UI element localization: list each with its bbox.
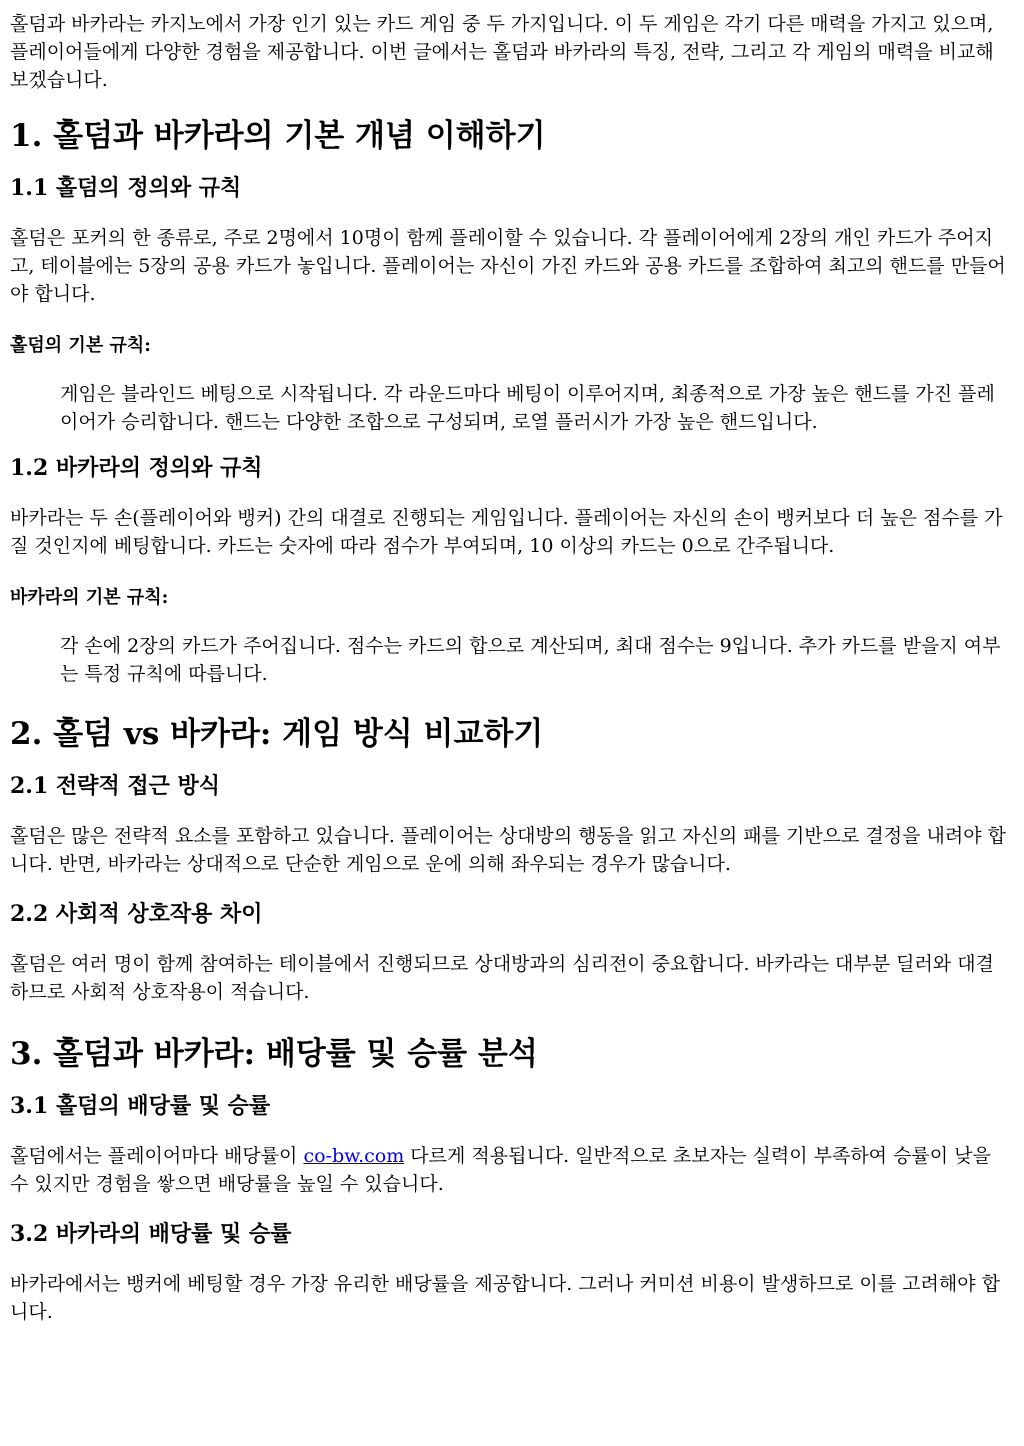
baccarat-rules-heading: 바카라의 기본 규칙:: [10, 587, 169, 608]
section-1-2-body: 바카라는 두 손(플레이어와 뱅커) 간의 대결로 진행되는 게임입니다. 플레이어는 자신의 손이 뱅커보다 더 높은 점수를 가질 것인지에 베팅합니다. 카드는 숫자에 따라 점수가 부여되며, 10 이상의 카드는 0으로 간주됩니다.: [10, 507, 1003, 557]
section-3-2-heading: 3.2 바카라의 배당률 및 승률: [10, 1221, 292, 1247]
section-1-heading: 1. 홀덤과 바카라의 기본 개념 이해하기: [10, 118, 546, 154]
section-2-2-heading: 2.2 사회적 상호작용 차이: [10, 901, 263, 927]
holdem-rules-body: 게임은 블라인드 베팅으로 시작됩니다. 각 라운드마다 베팅이 이루어지며, 최종적으로 가장 높은 핸드를 가진 플레이어가 승리합니다. 핸드는 다양한 조합으로 구성되며, 로열 플러시가 가장 높은 핸드입니다.: [60, 383, 995, 433]
section-2-heading: 2. 홀덤 vs 바카라: 게임 방식 비교하기: [10, 716, 544, 752]
section-2-1-heading: 2.1 전략적 접근 방식: [10, 773, 221, 799]
baccarat-rules-body: 각 손에 2장의 카드가 주어집니다. 점수는 카드의 합으로 계산되며, 최대 점수는 9입니다. 추가 카드를 받을지 여부는 특정 규칙에 따릅니다.: [60, 635, 1001, 685]
section-3-1-body-end: 다르게 적용됩니다. 일반적으로 초보자는 실력이 부족하여 승률이 낮을 수 있지만 경험을 쌓으면 배당률을 높일 수 있습니다.: [10, 1145, 991, 1195]
section-3-1-heading: 3.1 홀덤의 배당률 및 승률: [10, 1093, 271, 1119]
section-1-1-heading: 1.1 홀덤의 정의와 규칙: [10, 175, 242, 201]
section-1-1-body: 홀덤은 포커의 한 종류로, 주로 2명에서 10명이 함께 플레이할 수 있습니다. 각 플레이어에게 2장의 개인 카드가 주어지고, 테이블에는 5장의 공용 카드가 놓입니다. 플레이어는 자신이 가진 카드와 공용 카드를 조합하여 최고의 핸드를 만들어야 합니다.: [10, 227, 1006, 305]
section-3-heading: 3. 홀덤과 바카라: 배당률 및 승률 분석: [10, 1036, 538, 1072]
section-3-2-body: 바카라에서는 뱅커에 베팅할 경우 가장 유리한 배당률을 제공합니다. 그러나 커미션 비용이 발생하므로 이를 고려해야 합니다.: [10, 1273, 1000, 1323]
holdem-rules-heading: 홀덤의 기본 규칙:: [10, 335, 151, 356]
section-1-2-heading: 1.2 바카라의 정의와 규칙: [10, 455, 263, 481]
section-2-2-body: 홀덤은 여러 명이 함께 참여하는 테이블에서 진행되므로 상대방과의 심리전이 중요합니다. 바카라는 대부분 딜러와 대결하므로 사회적 상호작용이 적습니다.: [10, 953, 994, 1003]
section-3-1-body-start: 홀덤에서는 플레이어마다 배당률이: [10, 1145, 304, 1167]
section-3-1-body: [10, 1142, 1012, 1198]
section-2-1-body: 홀덤은 많은 전략적 요소를 포함하고 있습니다. 플레이어는 상대방의 행동을 읽고 자신의 패를 기반으로 결정을 내려야 합니다. 반면, 바카라는 상대적으로 단순한 게임으로 운에 의해 좌우되는 경우가 많습니다.: [10, 825, 1006, 875]
intro-paragraph: 홀덤과 바카라는 카지노에서 가장 인기 있는 카드 게임 중 두 가지입니다. 이 두 게임은 각기 다른 매력을 가지고 있으며, 플레이어들에게 다양한 경험을 제공합니다. 이번 글에서는 홀덤과 바카라의 특징, 전략, 그리고 각 게임의 매력을 비교해 보겠습니다.: [10, 13, 994, 91]
co-bw-link[interactable]: co-bw.com: [303, 1145, 405, 1167]
